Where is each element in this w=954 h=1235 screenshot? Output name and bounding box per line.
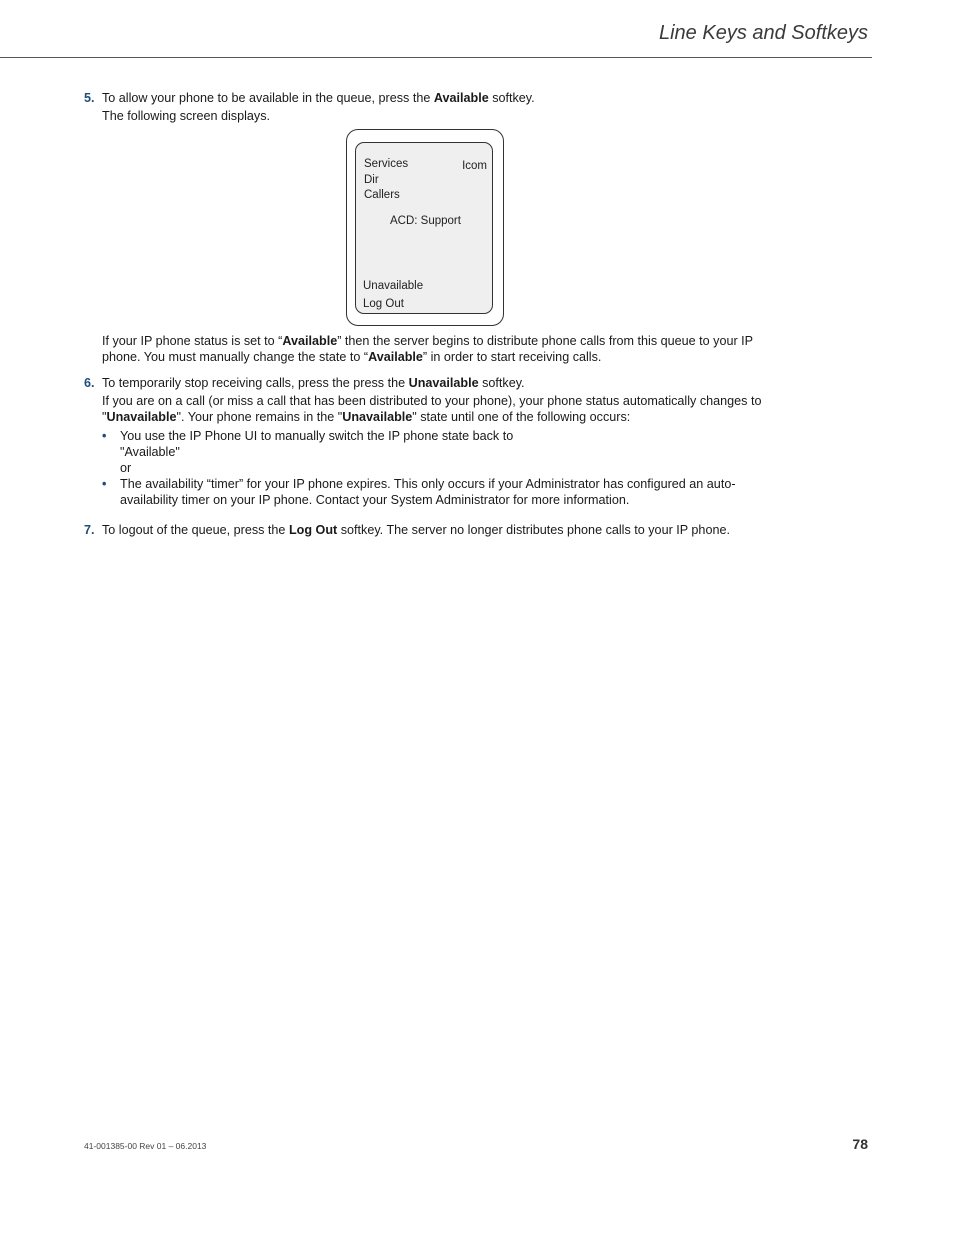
step-5-explanation bbox=[84, 333, 784, 365]
condition-list bbox=[102, 428, 784, 508]
step-5-note: The following screen displays. bbox=[102, 109, 270, 123]
step-6-instruction: To temporarily stop receiving calls, press the press the Unavailable softkey. bbox=[102, 376, 525, 390]
document-code: 41-001385-00 Rev 01 – 06.2013 bbox=[84, 1141, 207, 1151]
available-explanation: If your IP phone status is set to “Available” then the server begins to distribute phone calls from this queue to your IP phone. You must manually change the state to “Available” in order to start receiving calls. bbox=[102, 334, 753, 364]
bullet-icon: • bbox=[102, 429, 107, 443]
step-number: 7. bbox=[84, 523, 95, 537]
step-number: 6. bbox=[84, 376, 95, 390]
list-item: • You use the IP Phone UI to manually switch the IP phone state back to "Available" or bbox=[102, 429, 514, 475]
step-7-instruction: To logout of the queue, press the Log Out softkey. The server no longer distributes phone calls to your IP phone. bbox=[102, 523, 730, 537]
phone-acd-label: ACD: Support bbox=[390, 215, 461, 227]
bullet-icon: • bbox=[102, 477, 107, 491]
step-number: 5. bbox=[84, 91, 95, 105]
phone-menu-item: Callers bbox=[364, 189, 400, 201]
phone-screen bbox=[355, 142, 493, 314]
step-6 bbox=[84, 375, 784, 508]
running-header-title: Line Keys and Softkeys bbox=[658, 22, 868, 44]
phone-menu-item: Services bbox=[364, 158, 409, 170]
step-7 bbox=[84, 522, 784, 538]
phone-softkeys bbox=[363, 279, 423, 314]
page-number: 78 bbox=[852, 1136, 868, 1152]
phone-softkey: Unavailable bbox=[363, 280, 424, 292]
phone-menu-item: Dir bbox=[364, 173, 379, 186]
step-5 bbox=[84, 90, 784, 124]
phone-softkey: Log Out bbox=[363, 297, 404, 310]
header-rule bbox=[0, 57, 872, 58]
phone-icom-label: Icom bbox=[462, 160, 487, 172]
step-5-instruction: To allow your phone to be available in the queue, press the Available softkey. bbox=[102, 91, 535, 105]
step-6-explanation: If you are on a call (or miss a call that has been distributed to your phone), your phone status automatically changes to "Unavailable". Your phone remains in the "Unavailable" state until one of the following occurs: bbox=[102, 394, 762, 424]
phone-display-illustration bbox=[346, 129, 504, 326]
phone-menu bbox=[364, 157, 408, 204]
list-item: • The availability “timer” for your IP phone expires. This only occurs if your Administrator has configured an auto-availability timer on your IP phone. Contact your System Administrator for more information. bbox=[102, 477, 736, 507]
